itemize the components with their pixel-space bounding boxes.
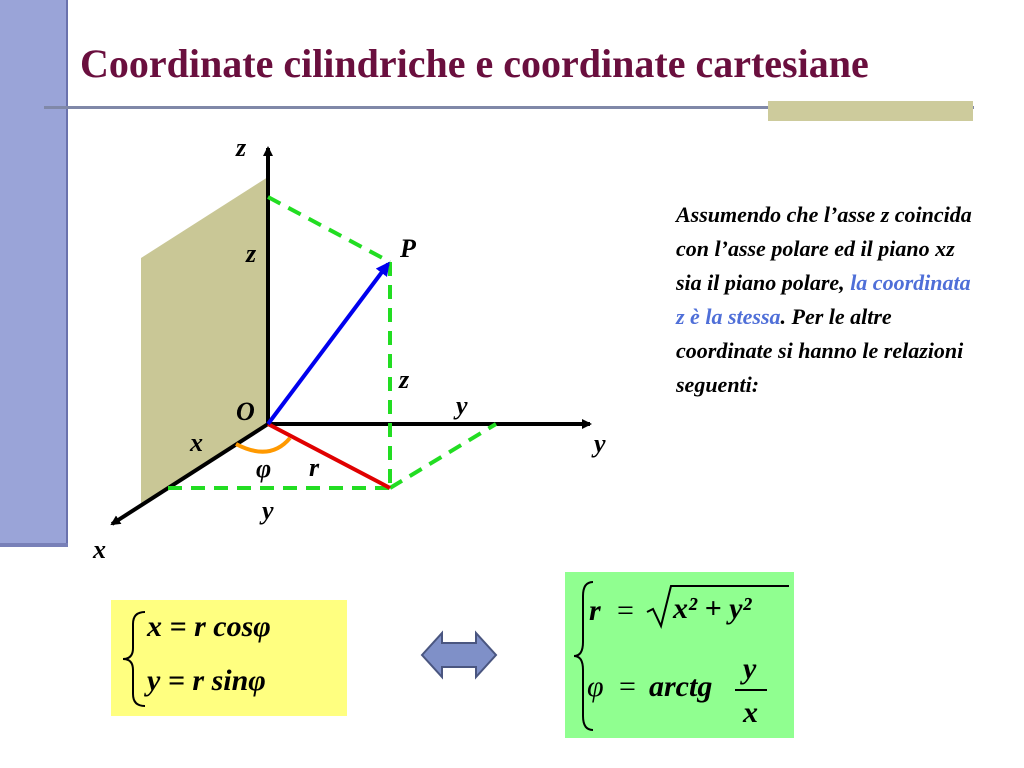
cyl-phi-equals: = [619,670,636,703]
description-part2: . Per le altre coordinate si hanno le relazioni seguenti: [676,304,964,397]
cylindrical-coordinates-diagram [0,120,640,560]
description-part1: Assumendo che l’asse z coincida con l’asse polare ed il piano xz sia il piano polare, [676,202,972,295]
cyl-phi-lhs: φ [587,670,604,703]
fraction-bar [735,689,767,691]
y-lower-label: y [262,496,274,525]
cartesian-x-formula: x = r cosφ [147,610,271,643]
x-axis-label: x [93,535,106,560]
position-vector [268,264,388,424]
cyl-r-equals: = [617,594,634,627]
cartesian-y-formula: y = r sinφ [147,664,266,697]
phi-label: φ [256,454,272,483]
slide-title: Coordinate cilindriche e coordinate cartesiane [80,41,869,86]
z-axis-label: z [236,133,247,162]
y-upper-label: y [456,391,468,420]
origin-label: O [236,397,255,426]
x-near-label: x [190,428,203,457]
cylindrical-formulas-box [565,572,794,738]
point-p-label: P [400,234,416,263]
title-accent-block [768,101,973,121]
cyl-frac-numerator: y [743,652,757,685]
r-segment [268,424,390,488]
z-height-label: z [246,239,257,268]
description-text [676,198,976,402]
y-axis-label: y [594,429,606,458]
z-projection-label: z [399,365,410,394]
cartesian-formulas-box [111,600,347,716]
cyl-r-lhs: r [589,594,601,627]
left-brace-icon [119,608,149,710]
description-highlight: la coordinata z è la stessa [676,270,971,329]
cyl-sqrt-body: x² + y² [673,592,752,625]
r-label: r [309,453,320,482]
xz-plane [141,177,268,503]
double-arrow-icon [420,630,498,680]
cyl-frac-denominator: x [743,696,758,729]
cyl-arctg: arctg [649,670,713,703]
